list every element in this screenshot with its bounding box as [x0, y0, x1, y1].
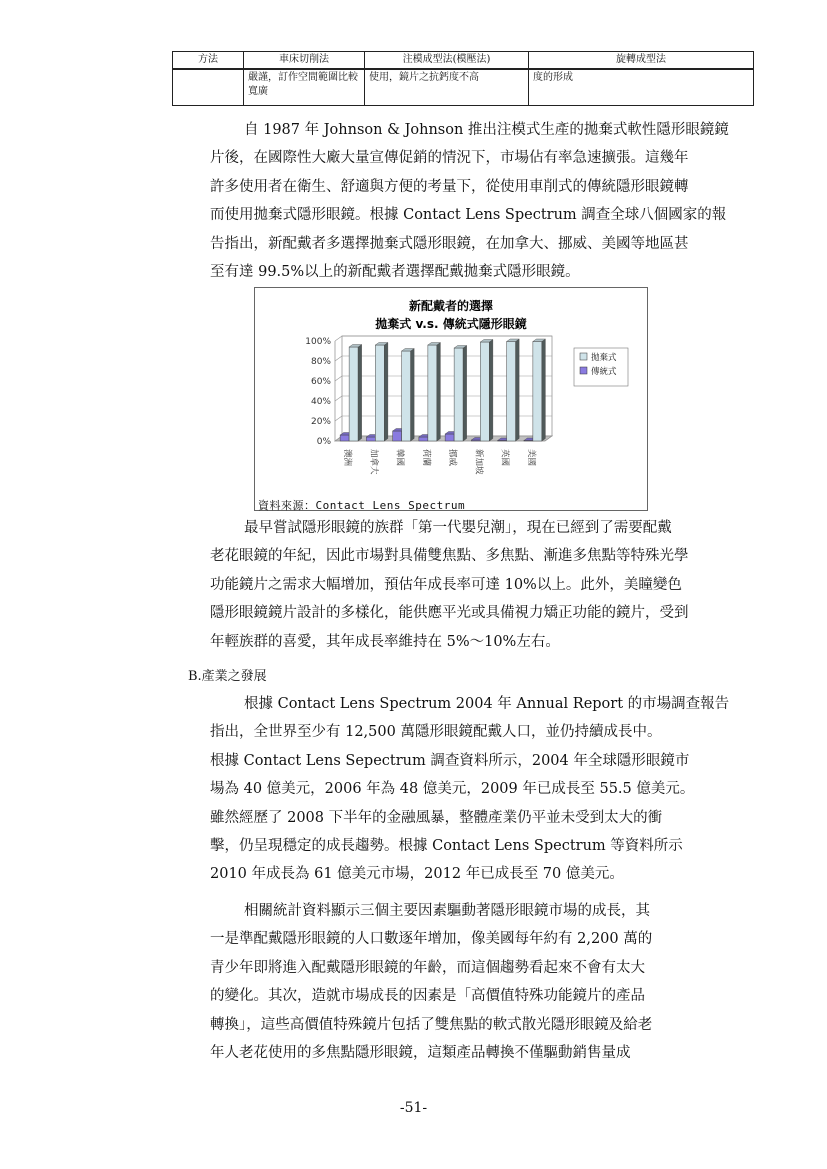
chart-svg — [255, 288, 647, 510]
method-table — [172, 51, 754, 106]
text-line: 根據 Contact Lens Sepectrum 調查資料所示，2004 年全球隱形眼鏡市 — [210, 752, 690, 769]
chart-legend-swatch — [580, 367, 587, 374]
chart-bar-disposable-side — [463, 346, 467, 442]
text-line: 老花眼鏡的年紀，因此市場對具備雙焦點、多焦點、漸進多焦點等特殊光學 — [210, 548, 689, 565]
table-cell: 使用，鏡片之抗鈣度不高 — [365, 69, 529, 105]
chart-bar-traditional — [366, 437, 375, 441]
paragraph-industry-development — [210, 690, 750, 889]
table-cell: 度的形成 — [529, 69, 754, 105]
table-header-cell: 車床切削法 — [244, 52, 365, 70]
chart-bar-disposable — [428, 345, 437, 441]
text-line: 許多使用者在衛生、舒適與方便的考量下，從使用車削式的傳統隱形眼鏡轉 — [210, 178, 689, 195]
chart-x-tick-label: 美國 — [525, 449, 536, 467]
table-cell — [173, 69, 244, 105]
text-line: 片後，在國際性大廠大量宣傳促銷的情況下，市場佔有率急速擴張。這幾年 — [210, 150, 689, 167]
chart-y-tick-label: 60% — [310, 377, 331, 387]
chart-subtitle: 拋棄式 v.s. 傳統式隱形眼鏡 — [375, 317, 527, 331]
lens-choice-chart — [254, 287, 648, 511]
text-line: 根據 Contact Lens Spectrum 2004 年 Annual Report 的市場調查報告 — [244, 696, 730, 712]
text-line: 一是準配戴隱形眼鏡的人口數逐年增加，像美國每年約有 2,200 萬的 — [210, 931, 653, 948]
chart-bar-disposable-side — [411, 349, 415, 442]
chart-x-tick-label: 荷蘭 — [420, 449, 431, 467]
text-line: 青少年即將進入配戴隱形眼鏡的年齡，而這個趨勢看起來不會有太大 — [210, 959, 645, 976]
text-line: 而使用拋棄式隱形眼鏡。根據 Contact Lens Spectrum 調查全球八個國家的報 — [210, 207, 727, 224]
text-line: 告指出，新配戴者多選擇拋棄式隱形眼鏡，在加拿大、挪威、美國等地區甚 — [210, 235, 689, 252]
chart-bar-traditional — [393, 431, 402, 441]
chart-gridline-side — [335, 336, 342, 341]
chart-x-tick-label: 英國 — [499, 449, 510, 467]
chart-back-wall — [342, 336, 552, 436]
text-line: 最早嘗試隱形眼鏡的族群「第一代嬰兒潮」，現在已經到了需要配戴 — [244, 520, 672, 536]
table-header-cell: 注模成型法(模壓法) — [365, 52, 529, 70]
text-line: 場為 40 億美元，2006 年為 48 億美元，2009 年已成長至 55.5 億美元。 — [210, 781, 695, 798]
text-line: 年輕族群的喜愛，其年成長率維持在 5%～10%左右。 — [210, 633, 560, 650]
chart-x-tick-label: 加拿大 — [368, 449, 379, 475]
section-heading: B.產業之發展 — [188, 669, 267, 684]
chart-bar-disposable-side — [358, 345, 362, 442]
text-line: 擊，仍呈現穩定的成長趨勢。根據 Contact Lens Spectrum 等資料所示 — [210, 838, 683, 855]
text-line: 功能鏡片之需求大幅增加，預估年成長率可達 10%以上。此外，美瞳變色 — [210, 576, 682, 593]
chart-legend-label: 拋棄式 — [591, 353, 617, 363]
chart-x-tick-label: 澳洲 — [342, 449, 353, 467]
chart-bar-disposable-side — [516, 339, 520, 441]
chart-bar-traditional — [419, 437, 428, 441]
chart-bar-disposable — [375, 345, 384, 441]
table-header-cell: 旋轉成型法 — [529, 52, 754, 70]
text-line: 2010 年成長為 61 億美元市場，2012 年已成長至 70 億美元。 — [210, 866, 624, 883]
text-line: 年人老花使用的多焦點隱形眼鏡，這類產品轉換不僅驅動銷售量成 — [210, 1045, 631, 1062]
text-line: 相關統計資料顯示三個主要因素驅動著隱形眼鏡市場的成長，其 — [244, 903, 650, 919]
page-number: -51- — [399, 1100, 428, 1116]
chart-bar-disposable — [533, 342, 542, 442]
chart-y-tick-label: 20% — [310, 417, 331, 427]
chart-bar-traditional — [340, 435, 349, 441]
chart-bar-disposable — [349, 347, 358, 441]
chart-bar-disposable — [454, 348, 463, 441]
text-line: 雖然經歷了 2008 下半年的金融風暴，整體產業仍平並未受到太大的衝 — [210, 809, 663, 826]
table-row — [173, 69, 754, 105]
chart-bar-traditional — [445, 434, 454, 441]
chart-legend-label: 傳統式 — [591, 367, 617, 377]
text-line: 至有達 99.5%以上的新配戴者選擇配戴拋棄式隱形眼鏡。 — [210, 264, 580, 281]
text-line: 的變化。其次，造就市場成長的因素是「高價值特殊功能鏡片的產品 — [210, 988, 645, 1005]
chart-gridline-side — [335, 376, 342, 381]
chart-gridline-side — [335, 396, 342, 401]
chart-bar-disposable-side — [542, 339, 546, 441]
text-line: 轉換」，這些高價值特殊鏡片包括了雙焦點的軟式散光隱形眼鏡及給老 — [210, 1016, 653, 1033]
text-line: 指出，全世界至少有 12,500 萬隱形眼鏡配戴人口，並仍持續成長中。 — [210, 724, 662, 741]
table-header-row — [173, 52, 754, 70]
chart-x-tick-label: 挪威 — [447, 449, 458, 467]
paragraph-disposable-lens — [210, 116, 750, 286]
table-cell: 嚴謹，訂作空間範圍比較寬廣 — [244, 69, 365, 105]
chart-gridline-side — [335, 356, 342, 361]
chart-legend-swatch — [580, 353, 587, 360]
chart-bar-disposable-side — [489, 340, 493, 442]
chart-bar-disposable — [507, 342, 516, 442]
chart-x-tick-label: 新加坡 — [473, 449, 484, 475]
chart-bar-disposable-side — [384, 343, 388, 442]
chart-source: 資料來源：Contact Lens Spectrum — [258, 499, 466, 512]
paragraph-multifocal — [210, 514, 750, 656]
chart-y-tick-label: 100% — [305, 337, 331, 347]
chart-bar-disposable — [402, 351, 411, 441]
text-line: 自 1987 年 Johnson & Johnson 推出注模式生產的拋棄式軟性隱形眼鏡鏡 — [244, 122, 729, 138]
chart-y-tick-label: 0% — [316, 437, 331, 447]
chart-bar-disposable-side — [437, 343, 441, 442]
chart-gridline-side — [335, 416, 342, 421]
chart-x-tick-label: 韓國 — [394, 449, 405, 467]
table-header-cell: 方法 — [173, 52, 244, 70]
chart-y-tick-label: 40% — [310, 397, 331, 407]
paragraph-growth-factors — [210, 897, 750, 1067]
chart-y-tick-label: 80% — [310, 357, 331, 367]
chart-title: 新配戴者的選擇 — [408, 299, 494, 313]
text-line: 隱形眼鏡鏡片設計的多樣化，能供應平光或具備視力矯正功能的鏡片，受到 — [210, 605, 689, 622]
chart-bar-disposable — [480, 342, 489, 441]
